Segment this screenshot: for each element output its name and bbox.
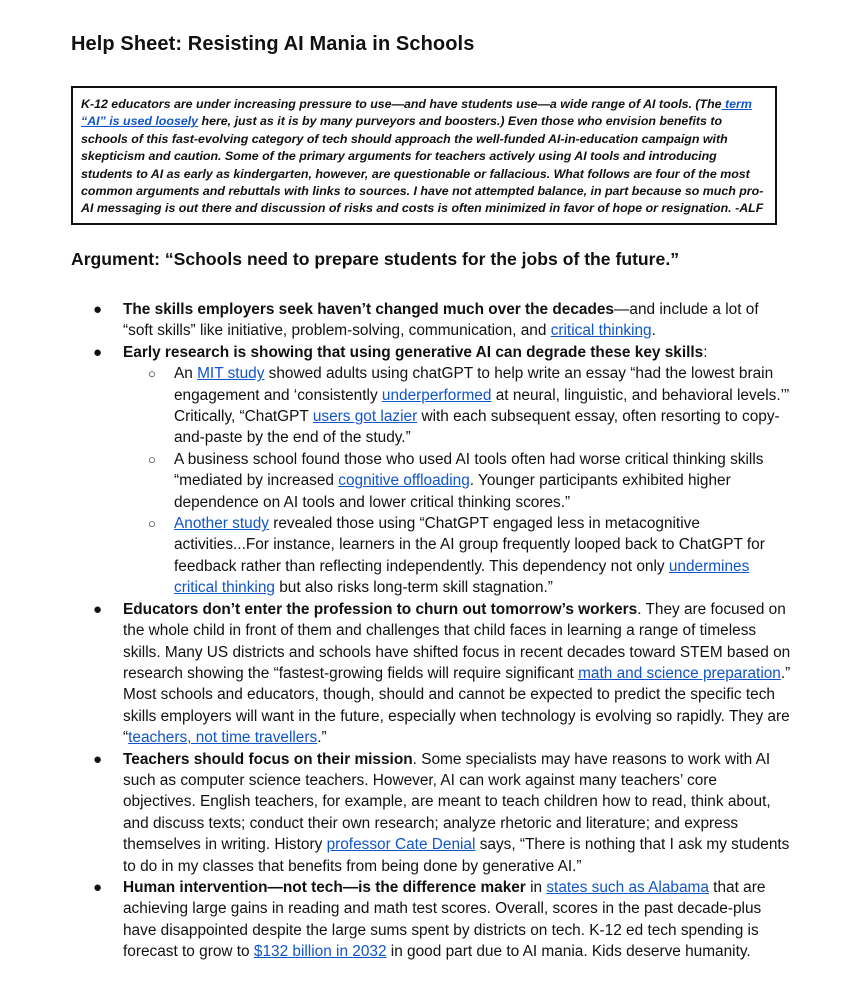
argument-heading: Argument: “Schools need to prepare students for the jobs of the future.” [71,249,679,269]
point-text: —and include a lot of “soft skills” like initiative, problem-solving, communication, and [123,301,759,340]
point-text: that are achieving large gains in reading and math test scores. Overall, scores in the past decade-plus have disappointed despite the large sums spent by districts on tech. K-12 ed tech spending is forecast to grow to [123,878,766,961]
rebuttal-list [71,299,791,963]
teachers-not-time-travellers-link[interactable]: teachers, not time travellers [128,729,318,747]
sub-text: at neural, linguistic, and behavioral levels.’” Critically, “ChatGPT [174,386,790,426]
point-text: : [703,343,708,361]
sub-bullet-icon: ○ [148,366,156,382]
intro-note-box [71,86,777,225]
point-text: . [651,322,656,340]
another-study-link[interactable]: Another study [174,515,269,533]
sub-text: but also risks long-term skill stagnation.” [274,579,553,597]
list-item [71,342,791,599]
sub-text: A business school found those who used AI tools often had worse critical thinking skills “mediated by increased [174,450,764,490]
intro-paragraph [81,96,766,218]
states-such-as-alabama-link[interactable]: states such as Alabama [546,878,709,896]
mit-study-link[interactable]: MIT study [197,365,265,383]
professor-cate-denial-link[interactable]: professor Cate Denial [326,836,476,854]
sub-bullet-icon: ○ [148,516,156,532]
users-got-lazier-link[interactable]: users got lazier [312,408,418,426]
list-item [71,749,791,877]
undermines-critical-thinking-link[interactable]: undermines critical thinking [174,557,750,597]
sub-list-item [123,449,791,513]
bullet-icon: ● [93,301,103,318]
cognitive-offloading-link[interactable]: cognitive offloading [338,472,470,490]
ed-tech-spending-link[interactable]: $132 billion in 2032 [253,943,387,961]
bullet-icon: ● [93,600,103,618]
sub-bullet-icon: ○ [148,451,156,467]
sub-text: showed adults using chatGPT to help write an essay “had the lowest brain engagement and ‘consistently [174,365,774,404]
sub-text: An [174,365,198,383]
list-item [71,877,791,963]
intro-text-2: here, just as it is by many purveyors and boosters.) Even those who envision benefits to schools of this fast-evolving category of tech should approach the well-funded AI-in-education campaign with skepticism and caution. Some of the primary arguments for teachers actively using AI tools and introducing students to AI as early as kindergarten, however, are questionable or fallacious. What follows are four of the most common arguments and rebuttals with links to sources. I have not attempted balance, in part because so much pro-AI messaging is out there and discussion of risks and costs is often minimized in favor of hope or resignation. -ALF [81,114,764,216]
page-title: Help Sheet: Resisting AI Mania in Schools [71,33,475,55]
sub-list-item [123,363,791,449]
bullet-icon: ● [93,750,103,768]
point-bold: The skills employers seek haven’t changed much over the decades [123,301,614,318]
sub-text: . Younger participants exhibited higher dependence on AI tools and lower critical thinking scores.” [174,472,731,511]
ai-term-link[interactable]: term “AI” is used loosely [81,97,752,129]
bullet-icon: ● [93,878,103,896]
math-science-preparation-link[interactable]: math and science preparation [578,664,781,682]
point-bold: Educators don’t enter the profession to churn out tomorrow’s workers [123,600,638,618]
sub-text: revealed those using “ChatGPT engaged less in metacognitive activities...For instance, learners in the AI group frequently looped back to ChatGPT for feedback rather than reflecting independently. This dependency not only [174,515,765,575]
point-text: .” Most schools and educators, though, should and cannot be expected to predict the specific tech skills employers will want in the future, especially when technology is evolving so rapidly. They are “ [123,664,791,747]
point-bold: Early research is showing that using generative AI can degrade these key skills [123,343,704,361]
sub-text: with each subsequent essay, often resorting to copy-and-paste by the end of the study.” [174,408,780,447]
point-text: . They are focused on the whole child in front of them and challenges that child faces in learning a range of timeless skills. Many US districts and schools have shifted focus in recent decades toward STEM based on research showing the “fastest-growing fields will require significant [123,600,791,682]
underperformed-link[interactable]: underperformed [381,386,492,404]
point-text: in good part due to AI mania. Kids deserve humanity. [386,943,751,961]
critical-thinking-link[interactable]: critical thinking [550,322,652,340]
intro-text-1: K-12 educators are under increasing pressure to use—and have students use—a wide range of AI tools. (The [81,97,722,111]
point-bold: Human intervention—not tech—is the difference maker [123,878,526,896]
point-bold: Teachers should focus on their mission [123,750,413,768]
bullet-icon: ● [93,343,103,361]
point-text: .” [317,729,327,747]
point-text: in [525,878,547,896]
point-text: says, “There is nothing that I ask my students to do in my classes that benefits from being done by generative AI.” [123,836,790,875]
sub-list-item [123,513,791,599]
list-item [71,299,791,342]
list-item [71,599,791,749]
point-text: . Some specialists may have reasons to work with AI such as computer science teachers. However, AI can work against many teachers’ core objectives. English teachers, for example, are meant to teach children how to read, think about, and discuss texts; conduct their own research; analyze rhetoric and literature; and express themselves in writing. History [123,750,771,854]
